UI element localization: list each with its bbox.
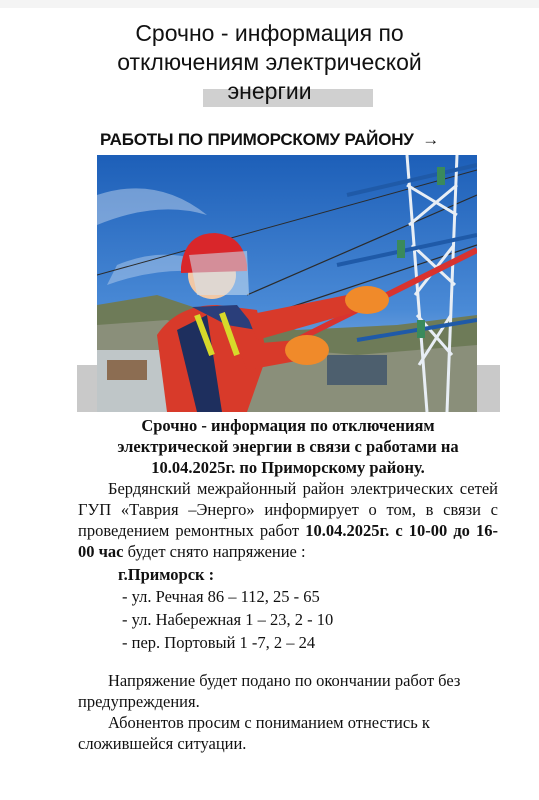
city-name: г.Приморск : <box>118 565 215 584</box>
arrow-right-icon: → <box>422 130 440 149</box>
p1-text-b: будет снято напряжение : <box>123 542 306 561</box>
headline-line-2: электрической энергии в связи с работами на <box>117 437 459 456</box>
grey-band-right <box>477 365 500 412</box>
p1-text-a: Бердянский межрайонный район электрических сетей ГУП «Таврия –Энерго» информирует о том, в связи с проведением ремонтных работ <box>78 479 498 540</box>
top-strip <box>0 0 539 8</box>
title-line-1: Срочно - информация по <box>135 20 404 46</box>
page-title <box>0 19 539 106</box>
street-item-2: - ул. Набережная 1 – 23, 2 - 10 <box>122 610 334 629</box>
street-item-3: - пер. Портовый 1 -7, 2 – 24 <box>122 633 316 652</box>
spacer <box>78 654 498 670</box>
grey-band-left <box>77 365 97 412</box>
p1-time: с 10-00 до 16-00 час <box>78 521 498 561</box>
headline-line-1: Срочно - информация по отключениям <box>141 416 435 435</box>
p1-date: 10.04.2025г. <box>305 521 390 540</box>
notice-paragraph-3: Абонентов просим с пониманием отнестись к сложившейся ситуации. <box>78 713 430 753</box>
notice-paragraph-1 <box>78 478 498 562</box>
electrician-photo <box>97 155 477 412</box>
section-heading-label: РАБОТЫ ПО ПРИМОРСКОМУ РАЙОНУ <box>99 130 414 149</box>
title-line-2: отключениям электрической <box>117 49 422 75</box>
headline-line-3: 10.04.2025г. по Приморскому району. <box>151 458 425 477</box>
notice-headline <box>78 415 498 478</box>
notice-body <box>78 415 498 754</box>
street-item-1: - ул. Речная 86 – 112, 25 - 65 <box>122 587 320 606</box>
title-line-3: энергии <box>227 78 312 104</box>
notice-paragraph-2: Напряжение будет подано по окончании работ без предупреждения. <box>78 671 461 711</box>
section-heading[interactable] <box>0 130 539 150</box>
